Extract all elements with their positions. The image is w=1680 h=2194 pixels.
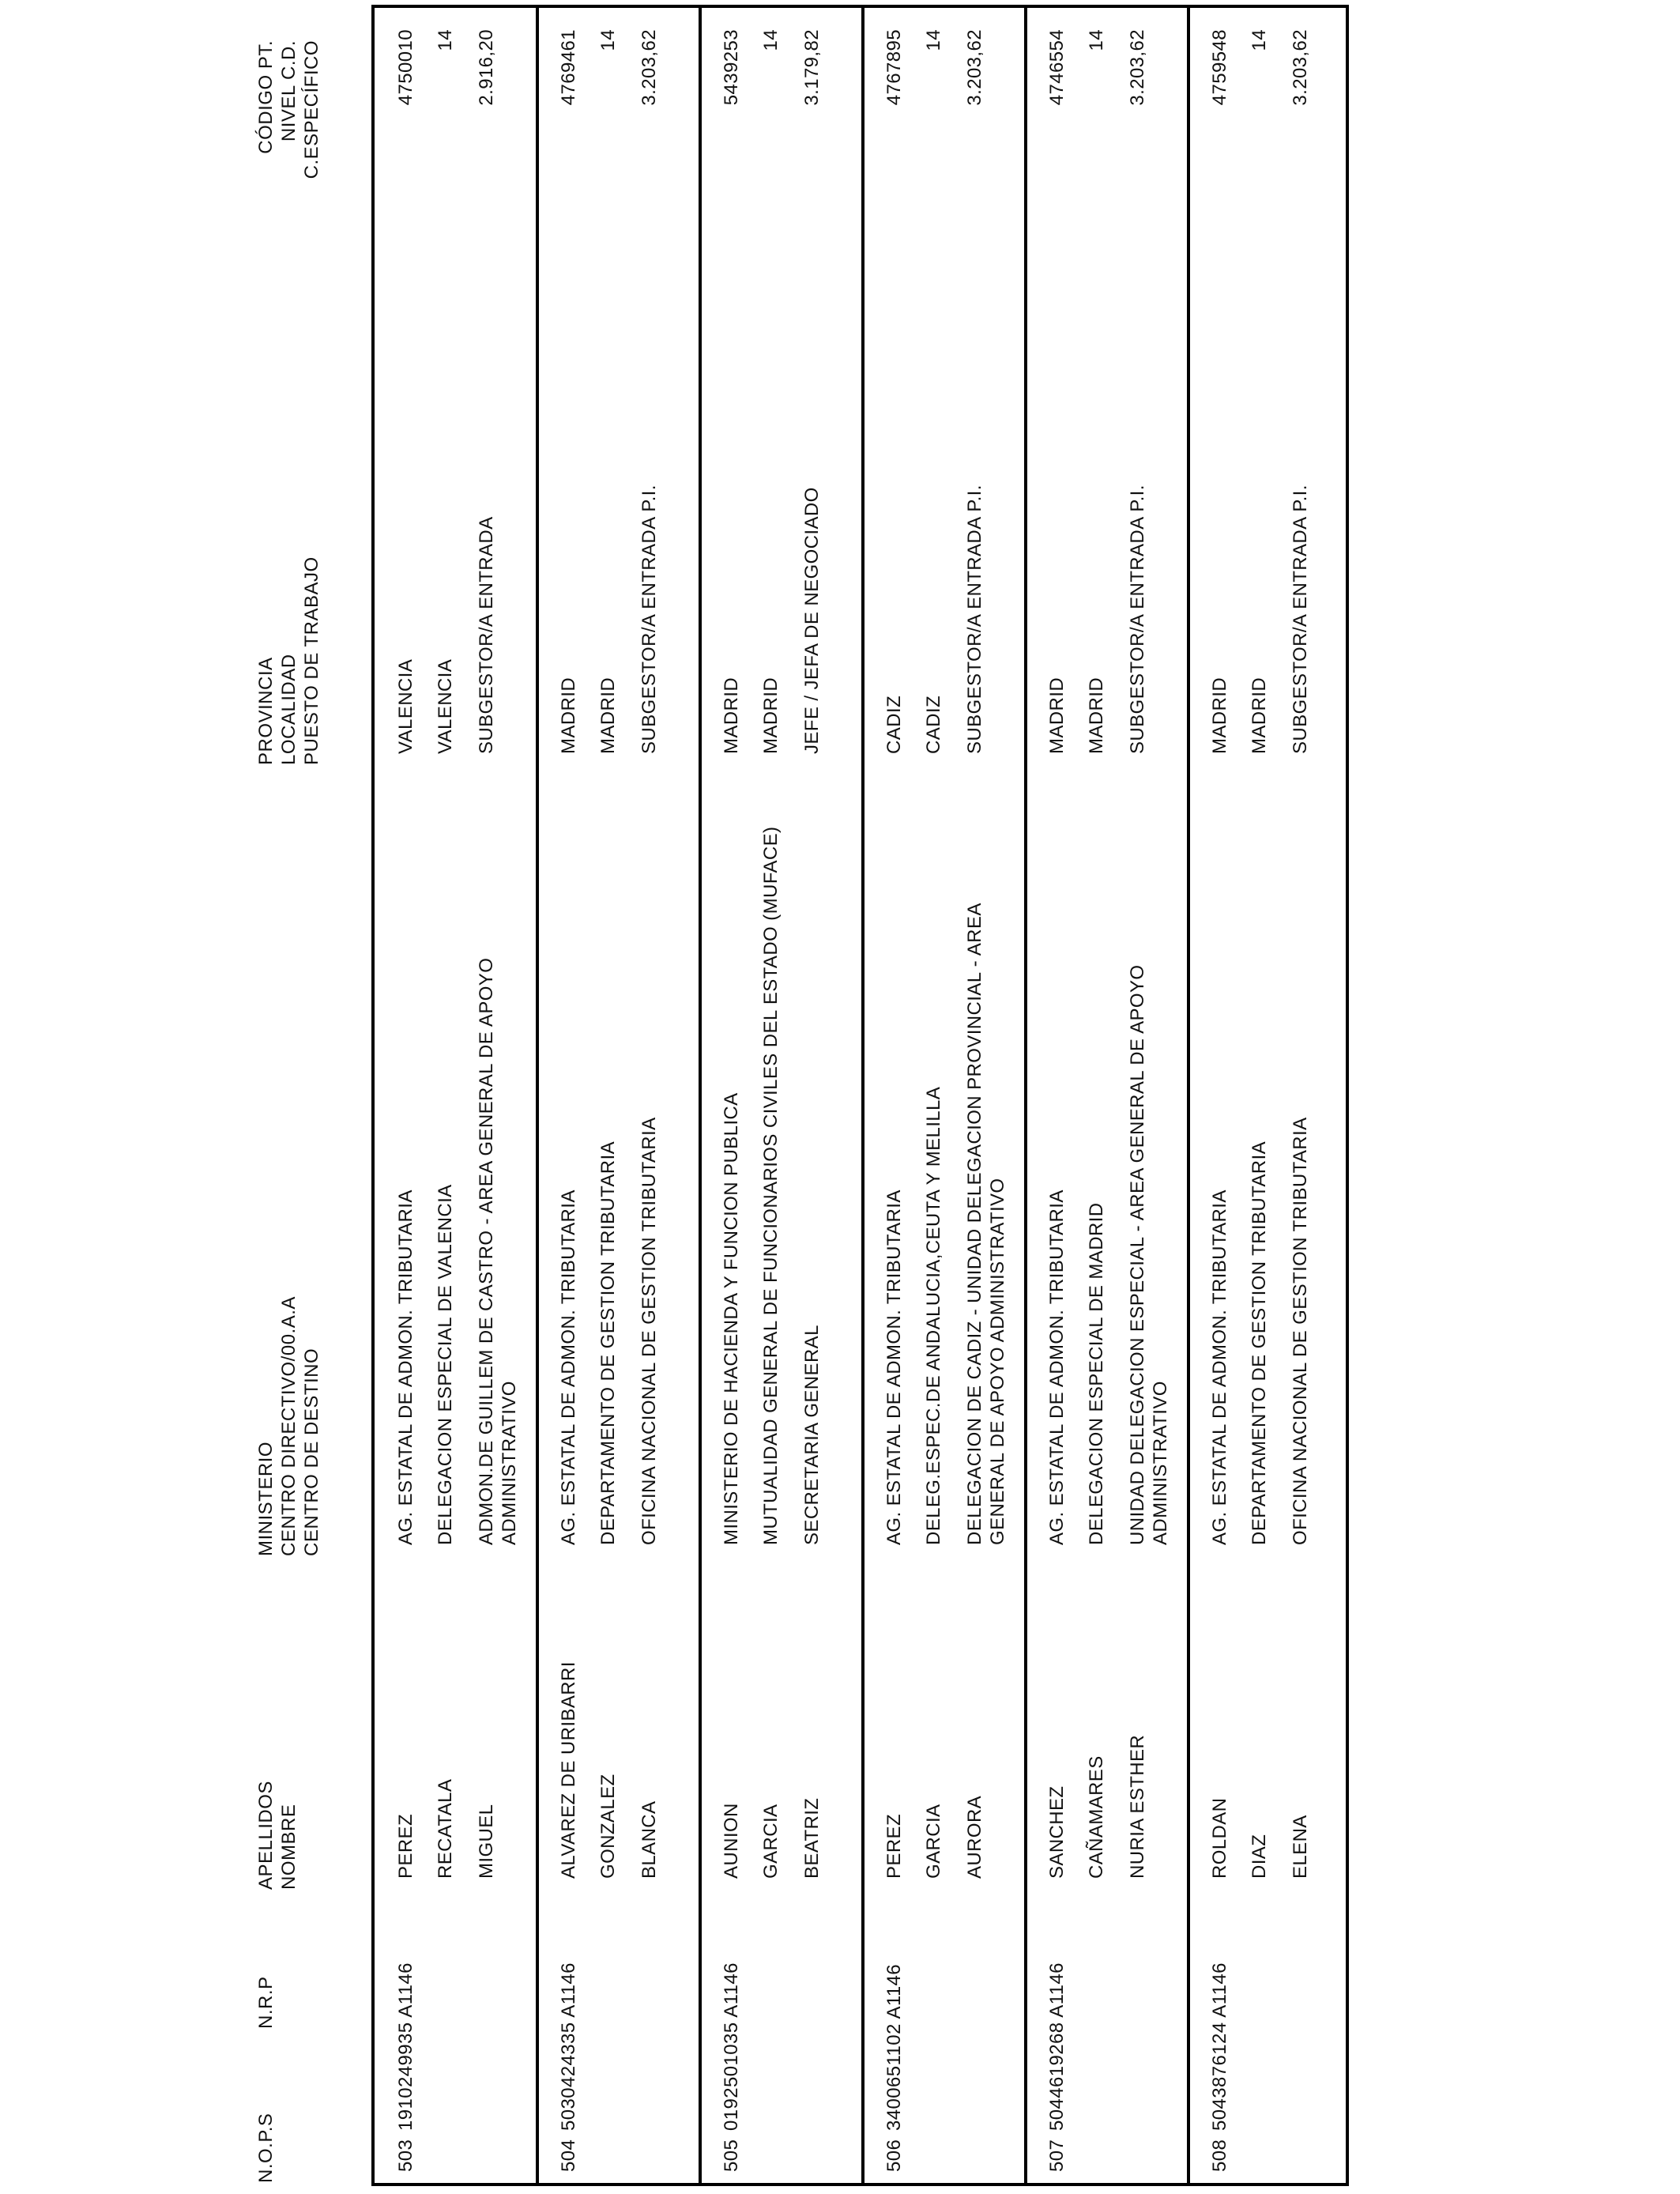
ministerio-cell: AG. ESTATAL DE ADMON. TRIBUTARIA (1209, 1189, 1230, 1545)
codigo-cell: 4767895 (883, 29, 905, 106)
header-puesto-label: PUESTO DE TRABAJO (301, 556, 322, 765)
centro-destino-cell: UNIDAD DELEGACION ESPECIAL - AREA GENERAL DE APOYO ADMINISTRATIVO (1127, 964, 1171, 1545)
header-codigo-label: CÓDIGO PT. (255, 40, 277, 154)
localidad-cell: CADIZ (923, 696, 944, 754)
header-provincia-label: PROVINCIA (255, 657, 277, 765)
codigo-cell: 4746554 (1046, 29, 1068, 106)
first-name-cell: BLANCA (638, 1800, 660, 1879)
second-surname-cell: CAÑAMARES (1086, 1755, 1107, 1879)
ministerio-cell: AG. ESTATAL DE ADMON. TRIBUTARIA (395, 1189, 416, 1545)
centro-destino-cell: OFICINA NACIONAL DE GESTION TRIBUTARIA (1290, 1117, 1311, 1545)
puesto-cell: SUBGESTOR/A ENTRADA P.I. (1290, 484, 1311, 754)
provincia-cell: MADRID (1209, 677, 1230, 754)
header-ministerio-label: MINISTERIO (255, 1441, 277, 1556)
especifico-cell: 3.179,82 (801, 29, 823, 106)
localidad-cell: MADRID (1249, 677, 1270, 754)
header-nrp-label: N.R.P (255, 1976, 277, 2029)
header-nombre-label: NOMBRE (278, 1804, 299, 1890)
table-row (537, 8, 700, 2183)
codigo-cell: 4759548 (1209, 29, 1230, 106)
nops-cell: 503 (395, 2139, 416, 2172)
centro-destino-cell: DELEGACION DE CADIZ - UNIDAD DELEGACION PROVINCIAL - AREA GENERAL DE APOYO ADMINISTRATIVO (964, 903, 1008, 1545)
nivel-cell: 14 (923, 29, 944, 51)
second-surname-cell: GARCIA (923, 1804, 944, 1879)
first-surname-cell: PEREZ (883, 1813, 905, 1879)
puesto-cell: SUBGESTOR/A ENTRADA P.I. (964, 484, 985, 754)
table-row (375, 8, 537, 2183)
ministerio-cell: MINISTERIO DE HACIENDA Y FUNCION PUBLICA (721, 1092, 742, 1545)
centro-destino-cell: OFICINA NACIONAL DE GESTION TRIBUTARIA (638, 1117, 660, 1545)
second-surname-cell: RECATALA (435, 1778, 456, 1879)
especifico-cell: 3.203,62 (1290, 29, 1311, 106)
centro-directivo-cell: DEPARTAMENTO DE GESTION TRIBUTARIA (1249, 1140, 1270, 1545)
nrp-cell: 3400651102 A1146 (883, 1963, 905, 2131)
provincia-cell: CADIZ (883, 696, 905, 754)
provincia-cell: VALENCIA (395, 658, 416, 754)
first-name-cell: AURORA (964, 1795, 985, 1879)
header-apellidos-nombre (254, 1781, 300, 1890)
second-surname-cell: GONZALEZ (597, 1774, 619, 1879)
header-nops (254, 2113, 277, 2183)
first-name-cell: MIGUEL (476, 1804, 497, 1879)
nivel-cell: 14 (760, 29, 782, 51)
centro-directivo-cell: DEPARTAMENTO DE GESTION TRIBUTARIA (597, 1140, 619, 1545)
nrp-cell: 5044619268 A1146 (1046, 1962, 1068, 2131)
header-nops-label: N.O.P.S (255, 2113, 277, 2183)
second-surname-cell: DIAZ (1249, 1834, 1270, 1879)
first-name-cell: NURIA ESTHER (1127, 1734, 1148, 1879)
ministerio-cell: AG. ESTATAL DE ADMON. TRIBUTARIA (558, 1189, 579, 1545)
header-nivel-label: NIVEL C.D. (278, 40, 299, 142)
ministerio-cell: AG. ESTATAL DE ADMON. TRIBUTARIA (883, 1189, 905, 1545)
centro-directivo-cell: DELEGACION ESPECIAL DE MADRID (1086, 1202, 1107, 1545)
provincia-cell: MADRID (721, 677, 742, 754)
header-provincia-puesto (254, 556, 323, 765)
second-surname-cell: GARCIA (760, 1804, 782, 1879)
especifico-cell: 3.203,62 (638, 29, 660, 106)
puesto-cell: SUBGESTOR/A ENTRADA P.I. (638, 484, 660, 754)
puesto-cell: SUBGESTOR/A ENTRADA (476, 516, 497, 754)
localidad-cell: VALENCIA (435, 658, 456, 754)
nivel-cell: 14 (435, 29, 456, 51)
table-row (1188, 8, 1351, 2183)
table-row (1026, 8, 1188, 2183)
centro-directivo-cell: DELEG.ESPEC.DE ANDALUCIA,CEUTA Y MELILLA (923, 1086, 944, 1545)
nops-cell: 506 (883, 2139, 905, 2172)
header-localidad-label: LOCALIDAD (278, 654, 299, 765)
localidad-cell: MADRID (760, 677, 782, 754)
centro-destino-cell: SECRETARIA GENERAL (801, 1325, 823, 1545)
especifico-cell: 2.916,20 (476, 29, 497, 106)
header-especifico-label: C.ESPECÍFICO (301, 40, 322, 179)
provincia-cell: MADRID (1046, 677, 1068, 754)
nrp-cell: 5030424335 A1146 (558, 1962, 579, 2131)
nops-cell: 507 (1046, 2139, 1068, 2172)
first-surname-cell: PEREZ (395, 1813, 416, 1879)
centro-directivo-cell: MUTUALIDAD GENERAL DE FUNCIONARIOS CIVILES DEL ESTADO (MUFACE) (760, 826, 782, 1545)
first-surname-cell: AUNION (721, 1803, 742, 1879)
provincia-cell: MADRID (558, 677, 579, 754)
codigo-cell: 4750010 (395, 29, 416, 106)
centro-directivo-cell: DELEGACION ESPECIAL DE VALENCIA (435, 1184, 456, 1545)
nops-cell: 504 (558, 2139, 579, 2172)
especifico-cell: 3.203,62 (964, 29, 985, 106)
first-name-cell: BEATRIZ (801, 1797, 823, 1879)
ministerio-cell: AG. ESTATAL DE ADMON. TRIBUTARIA (1046, 1189, 1068, 1545)
first-surname-cell: ALVAREZ DE URIBARRI (558, 1661, 579, 1879)
header-centro-directivo-label: CENTRO DIRECTIVO/00.A.A (278, 1296, 299, 1556)
nrp-cell: 0192501035 A1146 (721, 1962, 742, 2131)
header-nrp (254, 1976, 277, 2029)
nrp-cell: 5043876124 A1146 (1209, 1962, 1230, 2131)
first-surname-cell: ROLDAN (1209, 1797, 1230, 1879)
puesto-cell: SUBGESTOR/A ENTRADA P.I. (1127, 484, 1148, 754)
nivel-cell: 14 (1086, 29, 1107, 51)
nivel-cell: 14 (1249, 29, 1270, 51)
header-centro-destino-label: CENTRO DE DESTINO (301, 1348, 322, 1556)
first-name-cell: ELENA (1290, 1815, 1311, 1879)
header-codigo-nivel (254, 40, 323, 226)
nops-cell: 505 (721, 2139, 742, 2172)
localidad-cell: MADRID (597, 677, 619, 754)
nivel-cell: 14 (597, 29, 619, 51)
localidad-cell: MADRID (1086, 677, 1107, 754)
first-surname-cell: SANCHEZ (1046, 1785, 1068, 1879)
nops-cell: 508 (1209, 2139, 1230, 2172)
table-row (863, 8, 1026, 2183)
codigo-cell: 5439253 (721, 29, 742, 106)
header-apellidos-label: APELLIDOS (255, 1781, 277, 1890)
centro-destino-cell: ADMON.DE GUILLEM DE CASTRO - AREA GENERAL DE APOYO ADMINISTRATIVO (476, 957, 520, 1545)
table-row (700, 8, 863, 2183)
records-table (371, 5, 1349, 2186)
nrp-cell: 1910249935 A1146 (395, 1962, 416, 2131)
codigo-cell: 4769461 (558, 29, 579, 106)
especifico-cell: 3.203,62 (1127, 29, 1148, 106)
header-ministerio-centro (254, 1296, 323, 1556)
puesto-cell: JEFE / JEFA DE NEGOCIADO (801, 487, 823, 754)
